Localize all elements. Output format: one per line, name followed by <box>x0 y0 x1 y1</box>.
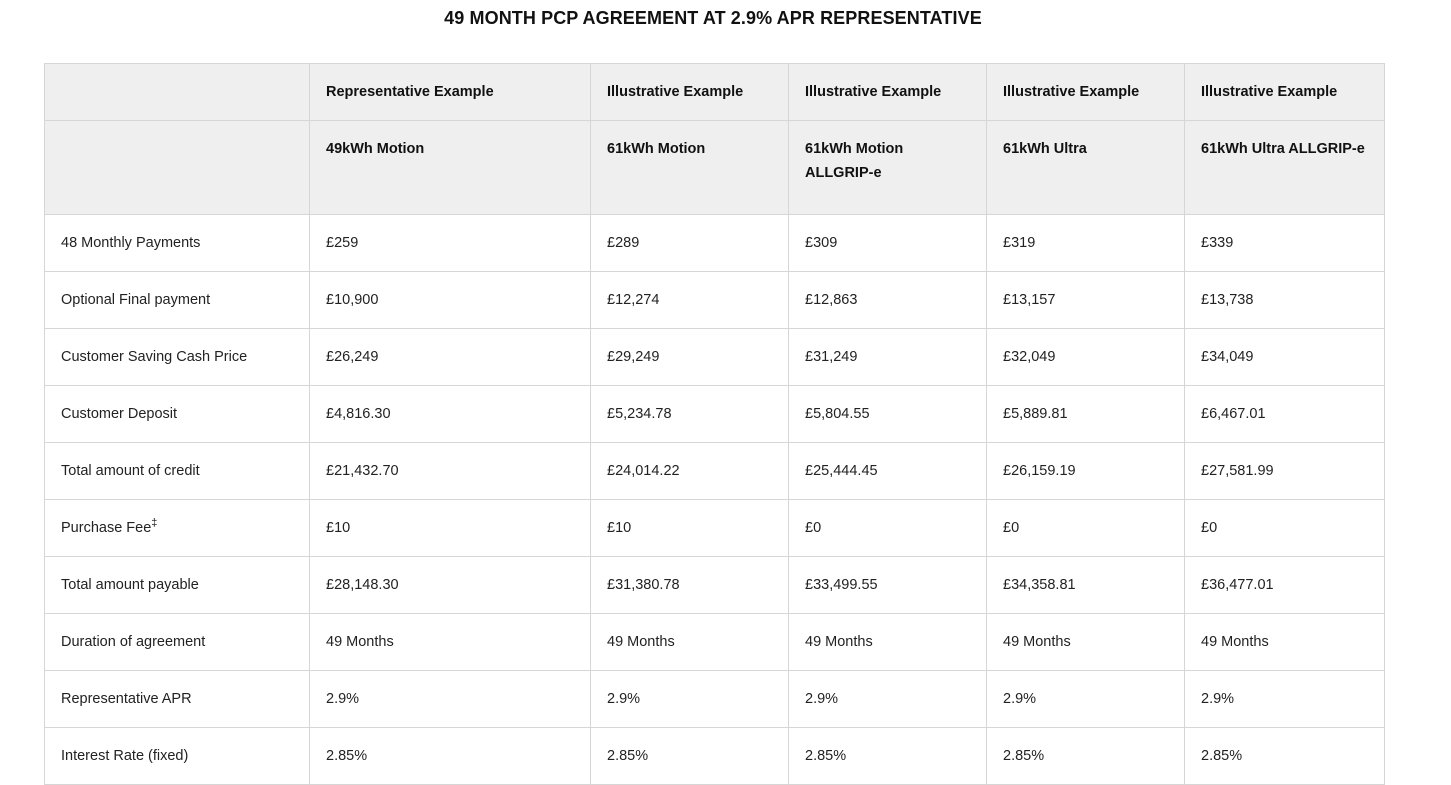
table-row <box>45 557 1385 614</box>
table-cell: £0 <box>1185 500 1385 557</box>
table-cell: 49 Months <box>1185 614 1385 671</box>
table-cell: £34,358.81 <box>987 557 1185 614</box>
row-label: Duration of agreement <box>61 634 206 650</box>
row-label: Interest Rate (fixed) <box>61 748 189 764</box>
table-cell: £28,148.30 <box>310 557 591 614</box>
table-cell: £309 <box>789 215 987 272</box>
header-model-name: 61kWh Motion <box>591 121 789 215</box>
row-label-cell <box>45 671 310 728</box>
table-cell: £12,274 <box>591 272 789 329</box>
table-row <box>45 728 1385 785</box>
header-model-name: 61kWh Ultra <box>987 121 1185 215</box>
table-cell: £21,432.70 <box>310 443 591 500</box>
table-cell: £0 <box>987 500 1185 557</box>
header-example-type: Illustrative Example <box>591 64 789 121</box>
header-corner-cell <box>45 121 310 215</box>
table-cell: 2.9% <box>987 671 1185 728</box>
header-example-type: Representative Example <box>310 64 591 121</box>
table-cell: 2.9% <box>310 671 591 728</box>
table-cell: £13,157 <box>987 272 1185 329</box>
table-cell: £34,049 <box>1185 329 1385 386</box>
table-row <box>45 671 1385 728</box>
table-cell: £33,499.55 <box>789 557 987 614</box>
row-label-cell <box>45 215 310 272</box>
table-cell: 2.9% <box>591 671 789 728</box>
table-cell: £26,249 <box>310 329 591 386</box>
table-row <box>45 272 1385 329</box>
table-cell: £5,234.78 <box>591 386 789 443</box>
table-cell: £10,900 <box>310 272 591 329</box>
row-label-cell <box>45 500 310 557</box>
row-label-cell <box>45 329 310 386</box>
header-example-type: Illustrative Example <box>1185 64 1385 121</box>
table-cell: £36,477.01 <box>1185 557 1385 614</box>
table-cell: £5,804.55 <box>789 386 987 443</box>
table-cell: £12,863 <box>789 272 987 329</box>
table-cell: 49 Months <box>591 614 789 671</box>
row-label-cell <box>45 557 310 614</box>
table-cell: 49 Months <box>310 614 591 671</box>
row-label: Customer Saving Cash Price <box>61 349 248 365</box>
table-header-row-model <box>45 121 1385 215</box>
table-cell: £319 <box>987 215 1185 272</box>
table-cell: 49 Months <box>987 614 1185 671</box>
table-cell: £0 <box>789 500 987 557</box>
table-cell: £31,380.78 <box>591 557 789 614</box>
table-cell: 2.85% <box>789 728 987 785</box>
table-cell: 2.85% <box>591 728 789 785</box>
table-cell: £10 <box>591 500 789 557</box>
table-cell: £259 <box>310 215 591 272</box>
row-label-cell <box>45 728 310 785</box>
row-label: Optional Final payment <box>61 292 211 308</box>
table-cell: £25,444.45 <box>789 443 987 500</box>
table-body <box>45 64 1385 785</box>
row-label-cell <box>45 443 310 500</box>
table-row <box>45 614 1385 671</box>
table-cell: 2.9% <box>789 671 987 728</box>
header-example-type: Illustrative Example <box>789 64 987 121</box>
row-label: Total amount payable <box>61 577 199 593</box>
header-model-name: 61kWh Ultra ALLGRIP-e <box>1185 121 1385 215</box>
table-row <box>45 500 1385 557</box>
table-row <box>45 215 1385 272</box>
table-cell: 49 Months <box>789 614 987 671</box>
header-example-type: Illustrative Example <box>987 64 1185 121</box>
table-cell: £339 <box>1185 215 1385 272</box>
table-cell: £4,816.30 <box>310 386 591 443</box>
table-cell: £6,467.01 <box>1185 386 1385 443</box>
pcp-comparison-table <box>44 63 1385 785</box>
row-label-cell <box>45 272 310 329</box>
row-label-cell <box>45 614 310 671</box>
table-cell: £13,738 <box>1185 272 1385 329</box>
table-cell: £29,249 <box>591 329 789 386</box>
table-cell: £26,159.19 <box>987 443 1185 500</box>
header-model-name: 49kWh Motion <box>310 121 591 215</box>
row-label: Representative APR <box>61 691 192 707</box>
table-cell: £27,581.99 <box>1185 443 1385 500</box>
row-label: Purchase Fee <box>61 520 152 536</box>
table-cell: 2.85% <box>1185 728 1385 785</box>
table-cell: £24,014.22 <box>591 443 789 500</box>
footnote-marker: ‡ <box>151 517 158 529</box>
header-model-name: 61kWh Motion ALLGRIP-e <box>789 121 987 215</box>
table-cell: 2.85% <box>310 728 591 785</box>
header-corner-cell <box>45 64 310 121</box>
row-label-cell <box>45 386 310 443</box>
table-cell: £5,889.81 <box>987 386 1185 443</box>
row-label: 48 Monthly Payments <box>61 235 201 251</box>
row-label: Total amount of credit <box>61 463 200 479</box>
table-header-row-example-type <box>45 64 1385 121</box>
table-cell: £289 <box>591 215 789 272</box>
table-row <box>45 329 1385 386</box>
table-cell: 2.85% <box>987 728 1185 785</box>
table-cell: £32,049 <box>987 329 1185 386</box>
table-row <box>45 386 1385 443</box>
row-label: Customer Deposit <box>61 406 178 422</box>
table-row <box>45 443 1385 500</box>
page-title: 49 MONTH PCP AGREEMENT AT 2.9% APR REPRESENTATIVE <box>444 8 982 28</box>
table-cell: £31,249 <box>789 329 987 386</box>
table-cell: 2.9% <box>1185 671 1385 728</box>
table-cell: £10 <box>310 500 591 557</box>
